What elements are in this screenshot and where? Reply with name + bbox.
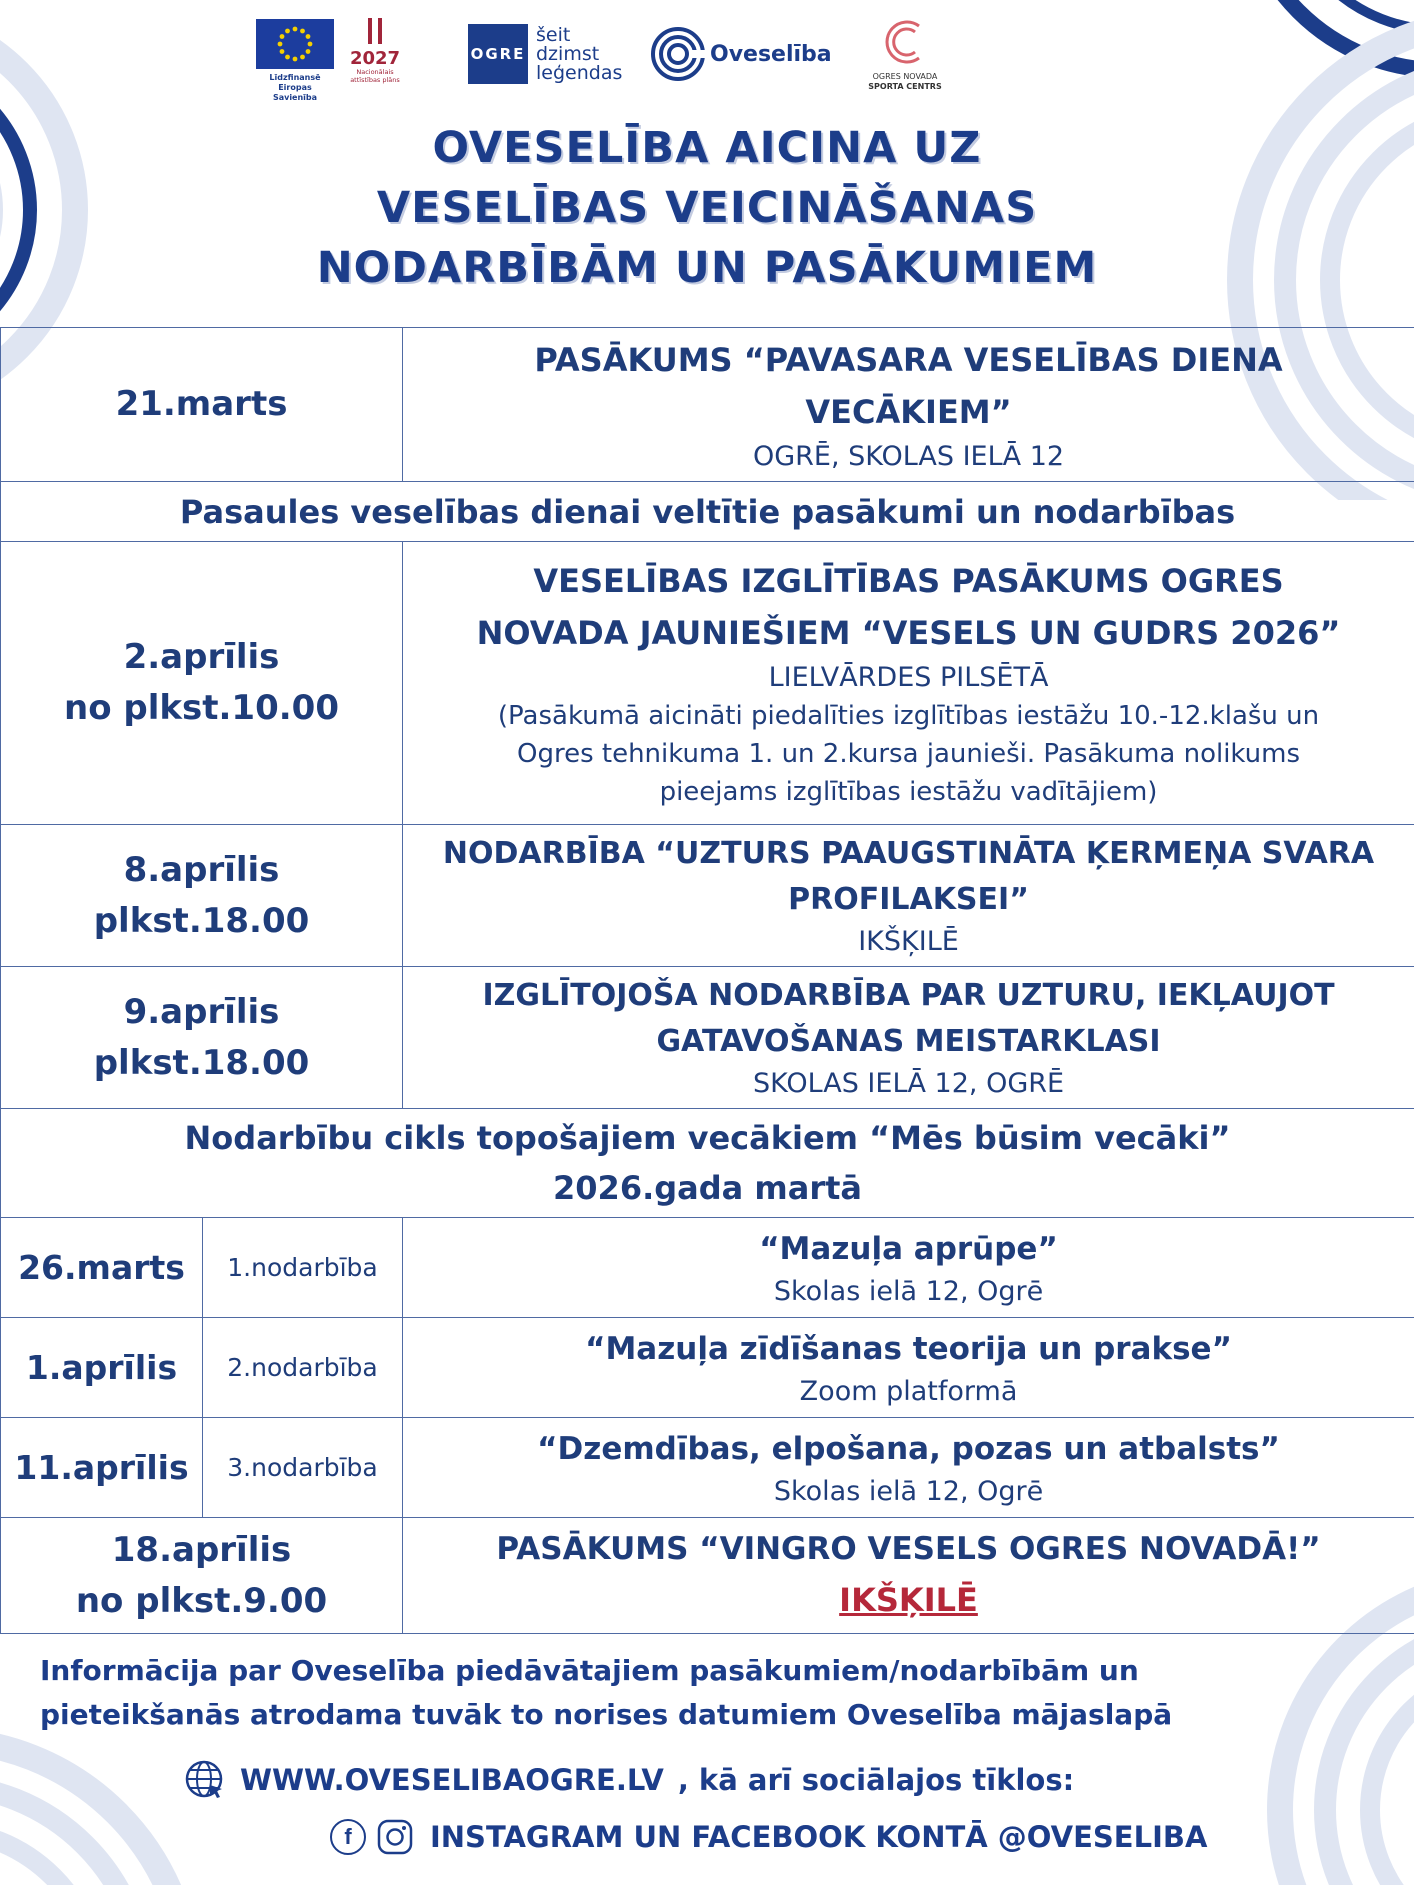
event-cell bbox=[403, 967, 1414, 1109]
table-row bbox=[1, 1218, 1414, 1318]
event-title: VESELĪBAS IZGLĪTĪBAS PASĀKUMS OGRES bbox=[533, 562, 1284, 600]
footer-website-line bbox=[184, 1756, 1074, 1804]
page-title: OVESELĪBA AICINA UZ VESELĪBAS VEICINĀŠANAS NODARBĪBĀM UN PASĀKUMIEM bbox=[316, 123, 1098, 293]
event-cell bbox=[403, 1518, 1414, 1634]
session-date: 26.marts bbox=[1, 1218, 203, 1318]
event-note: (Pasākumā aicināti piedalīties izglītības iestāžu 10.-12.klašu un bbox=[497, 701, 1320, 731]
event-title: NOVADA JAUNIEŠIEM “VESELS UN GUDRS 2026” bbox=[476, 614, 1341, 652]
event-location: OGRĒ, SKOLAS IELĀ 12 bbox=[752, 440, 1065, 472]
event-title: VECĀKIEM” bbox=[805, 392, 1012, 431]
event-location-link[interactable]: IKŠĶILĒ bbox=[839, 1580, 978, 1619]
nap-mark-icon bbox=[360, 16, 390, 46]
section-heading: Pasaules veselības dienai veltītie pasākumi un nodarbības bbox=[1, 482, 1414, 542]
table-row bbox=[1, 967, 1414, 1109]
session-date: 1.aprīlis bbox=[1, 1318, 203, 1418]
session-cell bbox=[403, 1318, 1414, 1418]
table-row bbox=[1, 1518, 1414, 1634]
website-link[interactable]: WWW.OVESELIBAOGRE.LV bbox=[240, 1763, 664, 1797]
event-cell bbox=[403, 542, 1414, 825]
event-location: IKŠĶILĒ bbox=[858, 925, 959, 957]
globe-icon bbox=[184, 1759, 226, 1801]
table-row bbox=[1, 1418, 1414, 1518]
table-row bbox=[1, 1318, 1414, 1418]
event-title: NODARBĪBA “UZTURS PAAUGSTINĀTA ĶERMEŅA SVARA bbox=[442, 835, 1375, 871]
ogre-mark: OGRE bbox=[468, 24, 528, 84]
oveseliba-swirl-icon bbox=[650, 26, 706, 82]
session-location: Zoom platformā bbox=[799, 1375, 1018, 1407]
table-row bbox=[1, 328, 1414, 482]
social-accounts[interactable]: INSTAGRAM UN FACEBOOK KONTĀ @OVESELIBA bbox=[430, 1820, 1208, 1854]
event-title: PASĀKUMS “VINGRO VESELS OGRES NOVADĀ!” bbox=[496, 1530, 1321, 1567]
event-date: 9.aprīlis plkst.18.00 bbox=[1, 967, 403, 1109]
event-title: GATAVOŠANAS MEISTARKLASI bbox=[656, 1023, 1161, 1059]
ogre-slogan: šeit dzimst leģendas bbox=[536, 23, 623, 84]
session-cell bbox=[403, 1218, 1414, 1318]
nap-year: 2027 bbox=[349, 48, 401, 69]
event-note: pieejams izglītības iestāžu vadītājiem) bbox=[659, 777, 1158, 807]
session-number: 2.nodarbība bbox=[203, 1318, 403, 1418]
footer-social-line bbox=[330, 1815, 1207, 1859]
facebook-icon[interactable]: f bbox=[330, 1819, 366, 1855]
nap-2027-logo bbox=[342, 16, 408, 84]
nap-caption: Nacionālais attīstības plāns bbox=[350, 68, 400, 84]
event-date: 18.aprīlis no plkst.9.00 bbox=[1, 1518, 403, 1634]
event-date: 21.marts bbox=[1, 328, 403, 482]
event-location: SKOLAS IELĀ 12, OGRĒ bbox=[752, 1067, 1065, 1099]
session-title: “Mazuļa aprūpe” bbox=[759, 1230, 1058, 1267]
session-number: 1.nodarbība bbox=[203, 1218, 403, 1318]
oveseliba-wordmark: Oveselība bbox=[710, 41, 832, 67]
event-date: 2.aprīlis no plkst.10.00 bbox=[1, 542, 403, 825]
ogre-logo bbox=[468, 24, 622, 84]
session-cell bbox=[403, 1418, 1414, 1518]
session-number: 3.nodarbība bbox=[203, 1418, 403, 1518]
session-title: “Dzemdības, elpošana, pozas un atbalsts” bbox=[537, 1430, 1280, 1467]
logo-bar bbox=[0, 16, 1414, 102]
event-note: Ogres tehnikuma 1. un 2.kursa jaunieši. Pasākuma nolikums bbox=[516, 739, 1301, 769]
event-title: PROFILAKSEI” bbox=[788, 881, 1029, 917]
session-title: “Mazuļa zīdīšanas teorija un prakse” bbox=[585, 1330, 1232, 1367]
session-location: Skolas ielā 12, Ogrē bbox=[773, 1475, 1044, 1507]
table-row bbox=[1, 825, 1414, 967]
footer-info: Informācija par Oveselība piedāvātajiem pasākumiem/nodarbībām un pieteikšanās atrodama tuvāk to norises datumiem Oveselība mājaslapā bbox=[40, 1654, 1173, 1731]
eu-caption: Līdzfinansē Eiropas Savienība bbox=[269, 73, 321, 102]
table-row bbox=[1, 542, 1414, 825]
eu-flag-icon bbox=[256, 19, 334, 69]
sport-centre-caption: OGRES NOVADA SPORTA CENTRS bbox=[868, 72, 942, 91]
schedule-table bbox=[0, 327, 1414, 1634]
event-title: PASĀKUMS “PAVASARA VESELĪBAS DIENA bbox=[534, 340, 1283, 379]
sport-centre-logo bbox=[860, 16, 950, 92]
section-heading: Nodarbību cikls topošajiem vecākiem “Mēs būsim vecāki” 2026.gada martā bbox=[1, 1109, 1414, 1218]
event-title: IZGLĪTOJOŠA NODARBĪBA PAR UZTURU, IEKĻAUJOT bbox=[482, 977, 1335, 1013]
event-cell bbox=[403, 328, 1414, 482]
sport-centre-c-icon bbox=[881, 16, 929, 68]
eu-logo bbox=[256, 19, 336, 103]
social-intro: , kā arī sociālajos tīklos: bbox=[677, 1763, 1075, 1797]
instagram-icon[interactable] bbox=[376, 1818, 414, 1856]
event-location: LIELVĀRDES PILSĒTĀ bbox=[768, 662, 1049, 693]
event-date: 8.aprīlis plkst.18.00 bbox=[1, 825, 403, 967]
oveseliba-logo bbox=[650, 26, 832, 82]
session-date: 11.aprīlis bbox=[1, 1418, 203, 1518]
section-row bbox=[1, 1109, 1414, 1218]
session-location: Skolas ielā 12, Ogrē bbox=[773, 1275, 1044, 1307]
event-cell bbox=[403, 825, 1414, 967]
section-row bbox=[1, 482, 1414, 542]
